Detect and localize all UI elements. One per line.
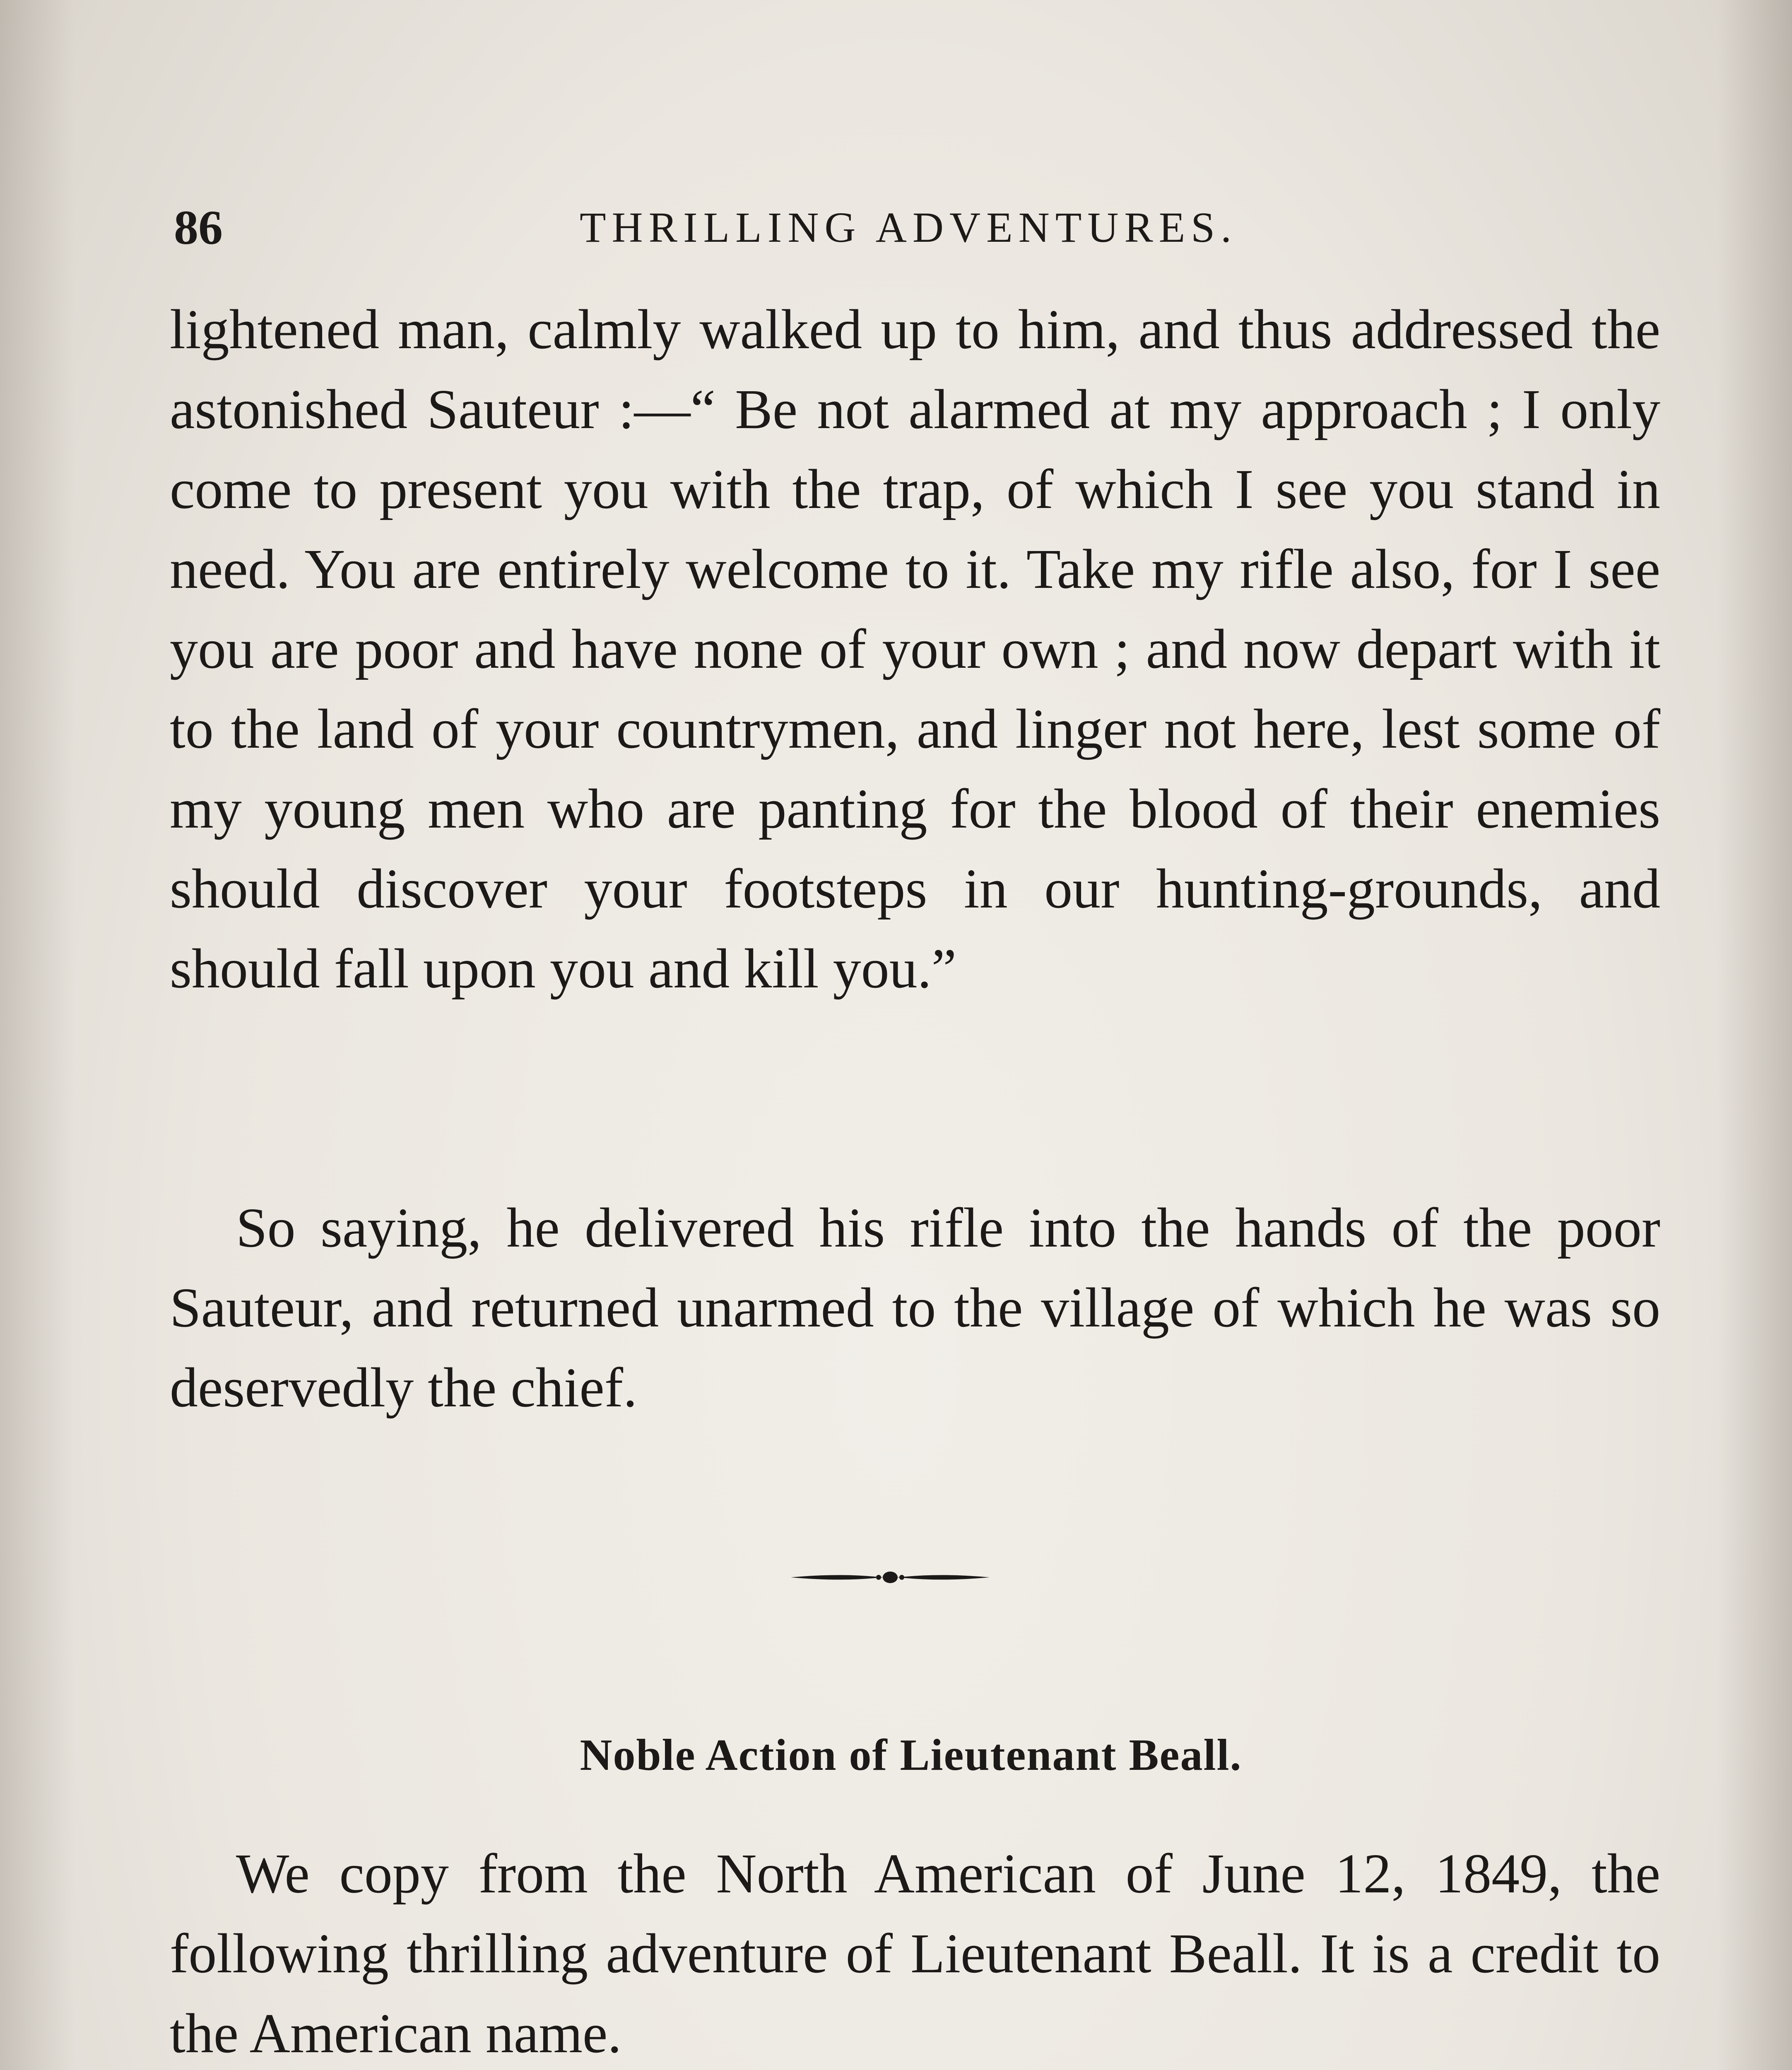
page-number: 86 (174, 200, 223, 255)
section-paragraph-intro (170, 1834, 1660, 2070)
paragraph-closing (170, 1188, 1660, 1428)
page-edge-shadow-left (0, 0, 75, 2070)
page-edge-shadow-right (1717, 0, 1792, 2070)
paragraph-text: lightened man, calmly walked up to him, and thus addressed the astonished Sauteur :—“ Be not alarmed at my approach ; I only come to present you with the trap, of which I see you stand in need. You are entirely welcome to it. Take my rifle also, for I see you are poor and have none of your own ; and now depart with it to the land of your countrymen, and linger not here, lest some of my young men who are panting for the blood of their enemies should discover your footsteps in our hunting-grounds, and should fall upon you and kill you.” (170, 298, 1660, 1000)
running-head (174, 195, 1664, 261)
running-title: THRILLING ADVENTURES. (580, 204, 1238, 251)
paragraph-text: We copy from the North American of June 12, 1849, the following thrilling adventure of Lieutenant Beall. It is a credit to the American name. (170, 1843, 1660, 2065)
paragraph-continuation (170, 290, 1660, 1009)
ornamental-divider (787, 1561, 994, 1594)
paragraph-text: So saying, he delivered his rifle into the hands of the poor Sauteur, and returned unarmed to the village of which he was so deservedly the chief. (170, 1197, 1660, 1419)
section-heading: Noble Action of Lieutenant Beall. (580, 1731, 1242, 1780)
